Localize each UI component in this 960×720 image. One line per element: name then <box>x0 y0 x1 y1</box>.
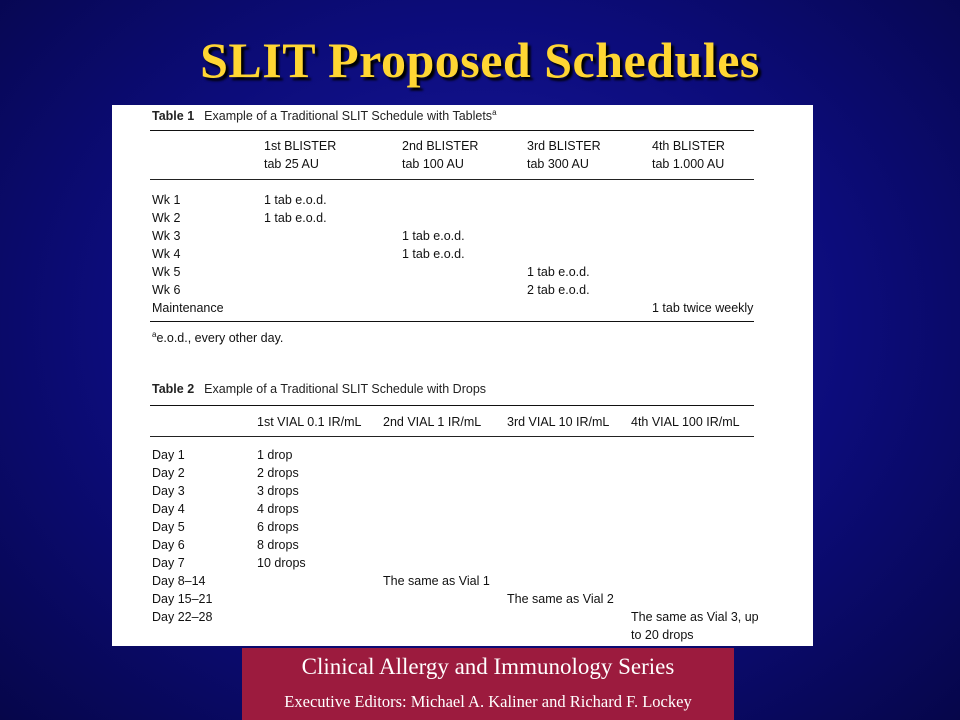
table1-row-label: Wk 2 <box>152 211 181 225</box>
table1-header-line2: tab 25 AU <box>264 157 319 171</box>
table1-row-label: Wk 5 <box>152 265 181 279</box>
book-page-excerpt <box>112 105 813 646</box>
table2-row-label: Day 1 <box>152 448 185 462</box>
table1-bottom-rule <box>150 321 754 322</box>
table2-cell: 6 drops <box>257 520 299 534</box>
table2-row-label: Day 5 <box>152 520 185 534</box>
table1-cell: 2 tab e.o.d. <box>527 283 590 297</box>
table2-cell: The same as Vial 1 <box>383 574 490 588</box>
table2-cell: The same as Vial 3, up <box>631 610 759 624</box>
table1-header-rule <box>150 179 754 180</box>
table1-row-label: Wk 1 <box>152 193 181 207</box>
table1-header-line1: 1st BLISTER <box>264 139 337 153</box>
table2-label: Table 2 <box>152 382 195 396</box>
table2-cell: 2 drops <box>257 466 299 480</box>
table2-cell: to 20 drops <box>631 628 694 642</box>
table1-row-label: Wk 3 <box>152 229 181 243</box>
table1-label: Table 1 <box>152 109 195 124</box>
table1-header-line1: 3rd BLISTER <box>527 139 601 153</box>
table1-header-line2: tab 300 AU <box>527 157 589 171</box>
table2-header-rule <box>150 436 754 437</box>
table2-cell: 10 drops <box>257 556 306 570</box>
table1-row-label: Wk 4 <box>152 247 181 261</box>
table1-header-line1: 2nd BLISTER <box>402 139 479 153</box>
table2-cell: 8 drops <box>257 538 299 552</box>
table1-caption-sup: a <box>492 108 497 117</box>
table1-cell: 1 tab e.o.d. <box>402 247 465 261</box>
table2-row-label: Day 22–28 <box>152 610 213 624</box>
table2-caption <box>152 382 486 396</box>
table2-cell: The same as Vial 2 <box>507 592 614 606</box>
table2-header: 4th VIAL 100 IR/mL <box>631 415 740 429</box>
table2-row-label: Day 2 <box>152 466 185 480</box>
table1-cell: 1 tab e.o.d. <box>264 193 327 207</box>
table2-cell: 4 drops <box>257 502 299 516</box>
table2-caption-text: Example of a Traditional SLIT Schedule with Drops <box>204 382 487 396</box>
table2-row-label: Day 6 <box>152 538 185 552</box>
table1-cell: 1 tab e.o.d. <box>264 211 327 225</box>
series-banner <box>242 648 734 720</box>
table1-row-label: Wk 6 <box>152 283 181 297</box>
table1-header-line1: 4th BLISTER <box>652 139 725 153</box>
table2-row-label: Day 7 <box>152 556 185 570</box>
table2-header: 1st VIAL 0.1 IR/mL <box>257 415 362 429</box>
table2-header: 2nd VIAL 1 IR/mL <box>383 415 482 429</box>
table1-footnote <box>152 330 283 345</box>
table2-cell: 1 drop <box>257 448 293 462</box>
series-title: Clinical Allergy and Immunology Series <box>301 654 675 679</box>
table1-header-line2: tab 100 AU <box>402 157 464 171</box>
table1-caption-text: Example of a Traditional SLIT Schedule with Tablets <box>204 109 493 124</box>
table2-row-label: Day 3 <box>152 484 185 498</box>
table1-header-line2: tab 1.000 AU <box>652 157 725 171</box>
table1-cell: 1 tab e.o.d. <box>527 265 590 279</box>
table2-row-label: Day 4 <box>152 502 185 516</box>
table1-cell: 1 tab e.o.d. <box>402 229 465 243</box>
slide-title: SLIT Proposed Schedules <box>200 32 760 88</box>
table2-row-label: Day 15–21 <box>152 592 213 606</box>
table2-row-label: Day 8–14 <box>152 574 206 588</box>
table1-row-label: Maintenance <box>152 301 224 315</box>
table2-header: 3rd VIAL 10 IR/mL <box>507 415 610 429</box>
table2-cell: 3 drops <box>257 484 299 498</box>
series-editors: Executive Editors: Michael A. Kaliner and Richard F. Lockey <box>284 692 692 711</box>
table2-top-rule <box>150 405 754 406</box>
table1-cell: 1 tab twice weekly <box>652 301 754 315</box>
table1-footnote-sup: a <box>152 330 157 339</box>
table1-footnote-text: e.o.d., every other day. <box>156 331 284 346</box>
table1-top-rule <box>150 130 754 131</box>
table1-caption <box>152 108 497 123</box>
